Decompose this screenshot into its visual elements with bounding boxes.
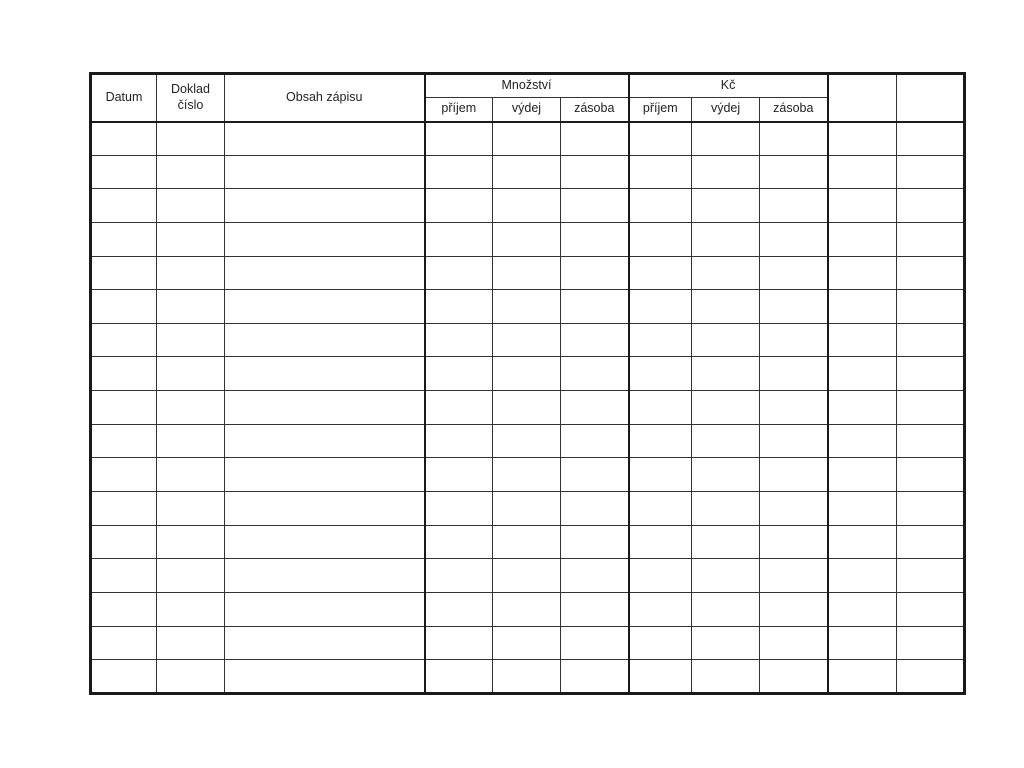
table-cell[interactable] xyxy=(493,290,561,324)
table-cell[interactable] xyxy=(828,492,897,526)
table-cell[interactable] xyxy=(692,323,760,357)
table-cell[interactable] xyxy=(897,525,965,559)
table-row xyxy=(91,626,965,660)
table-row xyxy=(91,559,965,593)
table-cell[interactable] xyxy=(828,424,897,458)
table-cell[interactable] xyxy=(91,660,157,694)
table-cell[interactable] xyxy=(760,391,828,425)
table-cell[interactable] xyxy=(760,458,828,492)
table-cell[interactable] xyxy=(157,492,225,526)
table-cell[interactable] xyxy=(561,492,629,526)
table-row xyxy=(91,155,965,189)
table-cell[interactable] xyxy=(91,626,157,660)
table-cell[interactable] xyxy=(225,357,425,391)
table-cell[interactable] xyxy=(828,525,897,559)
table-cell[interactable] xyxy=(692,357,760,391)
table-cell[interactable] xyxy=(225,525,425,559)
table-cell[interactable] xyxy=(760,559,828,593)
table-cell[interactable] xyxy=(493,626,561,660)
table-cell[interactable] xyxy=(425,424,493,458)
table-cell[interactable] xyxy=(692,122,760,156)
table-row xyxy=(91,458,965,492)
table-cell[interactable] xyxy=(493,660,561,694)
table-cell[interactable] xyxy=(629,155,692,189)
table-cell[interactable] xyxy=(91,155,157,189)
doklad-label-line1: Doklad xyxy=(171,82,210,97)
table-cell[interactable] xyxy=(561,323,629,357)
table-cell[interactable] xyxy=(157,626,225,660)
table-row xyxy=(91,357,965,391)
table-cell[interactable] xyxy=(561,660,629,694)
table-cell[interactable] xyxy=(561,222,629,256)
table-cell[interactable] xyxy=(425,122,493,156)
table-row xyxy=(91,256,965,290)
table-cell[interactable] xyxy=(225,222,425,256)
table-cell[interactable] xyxy=(561,525,629,559)
table-cell[interactable] xyxy=(561,559,629,593)
table-cell[interactable] xyxy=(561,155,629,189)
table-cell[interactable] xyxy=(897,458,965,492)
table-cell[interactable] xyxy=(897,492,965,526)
table-cell[interactable] xyxy=(91,458,157,492)
table-cell[interactable] xyxy=(561,256,629,290)
table-cell[interactable] xyxy=(91,357,157,391)
table-cell[interactable] xyxy=(91,525,157,559)
table-row xyxy=(91,290,965,324)
table-cell[interactable] xyxy=(91,122,157,156)
table-cell[interactable] xyxy=(561,458,629,492)
table-cell[interactable] xyxy=(157,424,225,458)
table-cell[interactable] xyxy=(91,256,157,290)
table-cell[interactable] xyxy=(425,559,493,593)
table-cell[interactable] xyxy=(760,256,828,290)
table-cell[interactable] xyxy=(91,290,157,324)
table-cell[interactable] xyxy=(425,592,493,626)
table-row xyxy=(91,189,965,223)
table-row xyxy=(91,424,965,458)
table-cell[interactable] xyxy=(629,391,692,425)
table-cell[interactable] xyxy=(629,592,692,626)
table-cell[interactable] xyxy=(157,122,225,156)
table-cell[interactable] xyxy=(425,222,493,256)
column-header-datum: Datum xyxy=(91,74,157,122)
table-cell[interactable] xyxy=(91,424,157,458)
table-cell[interactable] xyxy=(225,391,425,425)
header-row-top xyxy=(91,74,965,98)
table-cell[interactable] xyxy=(561,424,629,458)
table-cell[interactable] xyxy=(493,458,561,492)
table-cell[interactable] xyxy=(425,492,493,526)
table-cell[interactable] xyxy=(493,592,561,626)
table-cell[interactable] xyxy=(425,290,493,324)
table-cell[interactable] xyxy=(629,290,692,324)
table-cell[interactable] xyxy=(897,424,965,458)
table-cell[interactable] xyxy=(629,122,692,156)
table-cell[interactable] xyxy=(157,323,225,357)
table-cell[interactable] xyxy=(692,660,760,694)
table-cell[interactable] xyxy=(493,256,561,290)
table-cell[interactable] xyxy=(692,626,760,660)
table-cell[interactable] xyxy=(828,660,897,694)
table-row xyxy=(91,391,965,425)
table-cell[interactable] xyxy=(493,122,561,156)
table-cell[interactable] xyxy=(897,357,965,391)
table-cell[interactable] xyxy=(425,391,493,425)
table-cell[interactable] xyxy=(493,391,561,425)
table-cell[interactable] xyxy=(692,222,760,256)
table-cell[interactable] xyxy=(760,357,828,391)
table-row xyxy=(91,525,965,559)
table-cell[interactable] xyxy=(828,290,897,324)
group-header-kc: Kč xyxy=(629,74,828,98)
table-cell[interactable] xyxy=(760,189,828,223)
table-cell[interactable] xyxy=(425,256,493,290)
table-cell[interactable] xyxy=(692,189,760,223)
table-cell[interactable] xyxy=(91,222,157,256)
table-cell[interactable] xyxy=(561,391,629,425)
stock-ledger-table xyxy=(89,72,966,695)
table-cell[interactable] xyxy=(91,323,157,357)
table-cell[interactable] xyxy=(897,256,965,290)
table-cell[interactable] xyxy=(225,256,425,290)
group-header-mnozstvi: Množství xyxy=(425,74,629,98)
table-cell[interactable] xyxy=(760,492,828,526)
table-cell[interactable] xyxy=(225,492,425,526)
table-cell[interactable] xyxy=(692,458,760,492)
table-cell[interactable] xyxy=(629,626,692,660)
subheader-mnozstvi-prijem: příjem xyxy=(425,98,493,122)
table-cell[interactable] xyxy=(828,155,897,189)
table-cell[interactable] xyxy=(692,559,760,593)
table-cell[interactable] xyxy=(225,660,425,694)
table-cell[interactable] xyxy=(629,424,692,458)
table-cell[interactable] xyxy=(561,357,629,391)
table-cell[interactable] xyxy=(760,122,828,156)
table-cell[interactable] xyxy=(760,155,828,189)
table-cell[interactable] xyxy=(897,189,965,223)
table-cell[interactable] xyxy=(225,458,425,492)
subheader-kc-vydej: výdej xyxy=(692,98,760,122)
table-cell[interactable] xyxy=(425,323,493,357)
table-cell[interactable] xyxy=(157,458,225,492)
table-cell[interactable] xyxy=(425,626,493,660)
table-cell[interactable] xyxy=(493,189,561,223)
table-cell[interactable] xyxy=(91,391,157,425)
table-cell[interactable] xyxy=(629,458,692,492)
table-cell[interactable] xyxy=(91,559,157,593)
table-cell[interactable] xyxy=(561,626,629,660)
table-cell[interactable] xyxy=(425,458,493,492)
table-cell[interactable] xyxy=(828,256,897,290)
table-cell[interactable] xyxy=(897,391,965,425)
table-cell[interactable] xyxy=(157,189,225,223)
table-cell[interactable] xyxy=(157,592,225,626)
table-cell[interactable] xyxy=(225,122,425,156)
table-cell[interactable] xyxy=(760,222,828,256)
table-cell[interactable] xyxy=(760,592,828,626)
table-cell[interactable] xyxy=(629,525,692,559)
table-cell[interactable] xyxy=(828,357,897,391)
table-cell[interactable] xyxy=(897,559,965,593)
table-cell[interactable] xyxy=(629,323,692,357)
table-row xyxy=(91,323,965,357)
table-cell[interactable] xyxy=(629,256,692,290)
table-cell[interactable] xyxy=(692,290,760,324)
table-cell[interactable] xyxy=(897,626,965,660)
table-cell[interactable] xyxy=(225,626,425,660)
table-cell[interactable] xyxy=(828,122,897,156)
table-row xyxy=(91,660,965,694)
table-cell[interactable] xyxy=(225,424,425,458)
table-cell[interactable] xyxy=(692,525,760,559)
table-cell[interactable] xyxy=(897,222,965,256)
table-cell[interactable] xyxy=(225,155,425,189)
table-cell[interactable] xyxy=(425,155,493,189)
table-cell[interactable] xyxy=(692,256,760,290)
table-cell[interactable] xyxy=(692,424,760,458)
table-cell[interactable] xyxy=(425,357,493,391)
table-cell[interactable] xyxy=(157,391,225,425)
table-cell[interactable] xyxy=(629,559,692,593)
table-cell[interactable] xyxy=(493,424,561,458)
ledger-body xyxy=(91,122,965,694)
table-cell[interactable] xyxy=(897,323,965,357)
table-row xyxy=(91,222,965,256)
table-cell[interactable] xyxy=(828,323,897,357)
table-cell[interactable] xyxy=(91,189,157,223)
subheader-kc-prijem: příjem xyxy=(629,98,692,122)
table-cell[interactable] xyxy=(157,290,225,324)
subheader-mnozstvi-zasoba: zásoba xyxy=(561,98,629,122)
table-cell[interactable] xyxy=(629,660,692,694)
doklad-label-line2: číslo xyxy=(177,97,204,112)
table-cell[interactable] xyxy=(157,357,225,391)
subheader-kc-zasoba: zásoba xyxy=(760,98,828,122)
table-cell[interactable] xyxy=(629,357,692,391)
table-cell[interactable] xyxy=(692,592,760,626)
table-cell[interactable] xyxy=(828,626,897,660)
table-cell[interactable] xyxy=(561,290,629,324)
table-cell[interactable] xyxy=(760,525,828,559)
table-cell[interactable] xyxy=(157,155,225,189)
table-cell[interactable] xyxy=(157,660,225,694)
table-cell[interactable] xyxy=(91,492,157,526)
table-cell[interactable] xyxy=(493,525,561,559)
table-cell[interactable] xyxy=(493,492,561,526)
table-cell[interactable] xyxy=(425,660,493,694)
table-cell[interactable] xyxy=(225,323,425,357)
table-cell[interactable] xyxy=(157,256,225,290)
table-cell[interactable] xyxy=(692,492,760,526)
table-cell[interactable] xyxy=(493,323,561,357)
table-cell[interactable] xyxy=(225,559,425,593)
table-cell[interactable] xyxy=(828,189,897,223)
table-cell[interactable] xyxy=(828,391,897,425)
table-cell[interactable] xyxy=(760,424,828,458)
table-cell[interactable] xyxy=(897,290,965,324)
table-cell[interactable] xyxy=(225,189,425,223)
table-cell[interactable] xyxy=(760,660,828,694)
table-cell[interactable] xyxy=(425,189,493,223)
ledger-header xyxy=(91,74,965,122)
table-row xyxy=(91,122,965,156)
table-cell[interactable] xyxy=(425,525,493,559)
table-cell[interactable] xyxy=(629,189,692,223)
table-cell[interactable] xyxy=(561,122,629,156)
column-header-obsah: Obsah zápisu xyxy=(225,74,425,122)
table-cell[interactable] xyxy=(760,323,828,357)
table-cell[interactable] xyxy=(493,155,561,189)
table-cell[interactable] xyxy=(157,525,225,559)
table-cell[interactable] xyxy=(91,592,157,626)
table-cell[interactable] xyxy=(828,559,897,593)
column-header-extra-2 xyxy=(897,74,965,122)
table-cell[interactable] xyxy=(692,155,760,189)
table-cell[interactable] xyxy=(897,155,965,189)
table-cell[interactable] xyxy=(561,189,629,223)
table-cell[interactable] xyxy=(157,222,225,256)
table-cell[interactable] xyxy=(897,660,965,694)
table-cell[interactable] xyxy=(760,290,828,324)
table-cell[interactable] xyxy=(225,290,425,324)
table-cell[interactable] xyxy=(629,222,692,256)
table-cell[interactable] xyxy=(828,222,897,256)
table-cell[interactable] xyxy=(897,122,965,156)
table-cell[interactable] xyxy=(493,559,561,593)
table-row xyxy=(91,492,965,526)
table-cell[interactable] xyxy=(828,458,897,492)
table-cell[interactable] xyxy=(225,592,425,626)
subheader-mnozstvi-vydej: výdej xyxy=(493,98,561,122)
table-cell[interactable] xyxy=(157,559,225,593)
table-cell[interactable] xyxy=(760,626,828,660)
table-cell[interactable] xyxy=(828,592,897,626)
table-row xyxy=(91,592,965,626)
column-header-extra-1 xyxy=(828,74,897,122)
table-cell[interactable] xyxy=(629,492,692,526)
table-cell[interactable] xyxy=(561,592,629,626)
column-header-doklad xyxy=(157,74,225,122)
table-cell[interactable] xyxy=(493,357,561,391)
table-cell[interactable] xyxy=(493,222,561,256)
table-cell[interactable] xyxy=(897,592,965,626)
table-cell[interactable] xyxy=(692,391,760,425)
